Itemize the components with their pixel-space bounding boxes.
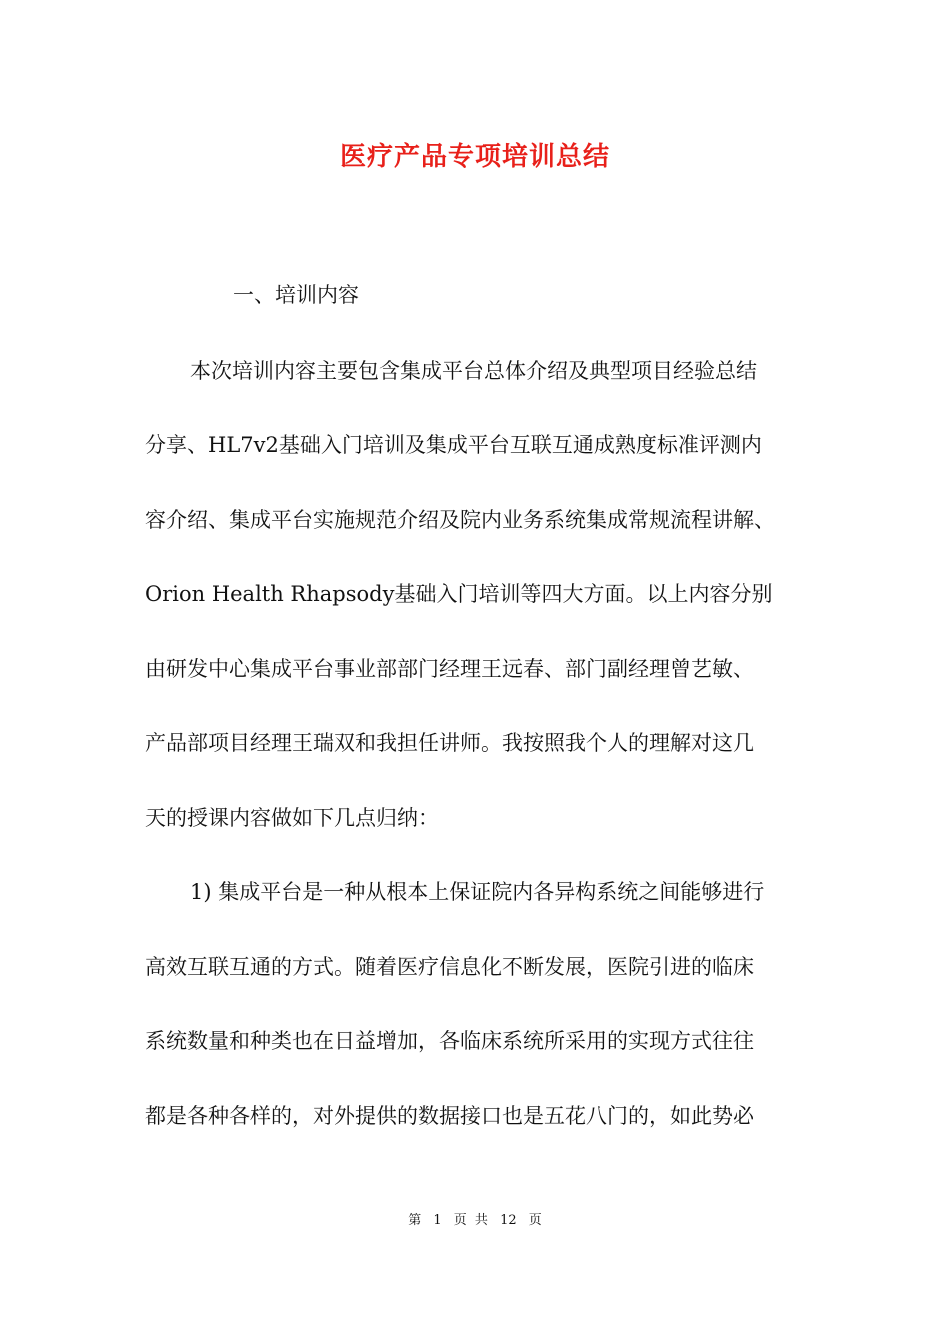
paragraph-line: 系统数量和种类也在日益增加，各临床系统所采用的实现方式往往 — [145, 1029, 754, 1053]
paragraph-line: 都是各种各样的，对外提供的数据接口也是五花八门的，如此势必 — [145, 1104, 754, 1128]
footer-prefix: 第 — [408, 1213, 422, 1228]
footer-page-number: 1 — [433, 1213, 442, 1228]
paragraph-line: 1) 集成平台是一种从根本上保证院内各异构系统之间能够进行 — [190, 880, 765, 904]
footer-total-pages: 12 — [500, 1213, 517, 1228]
paragraph-line: Orion Health Rhapsody基础入门培训等四大方面。以上内容分别 — [145, 582, 773, 606]
paragraph-line: 产品部项目经理王瑞双和我担任讲师。我按照我个人的理解对这几 — [145, 731, 754, 755]
footer-suffix: 页 — [528, 1213, 542, 1228]
paragraph-line: 容介绍、集成平台实施规范介绍及院内业务系统集成常规流程讲解、 — [145, 508, 775, 532]
page-footer — [0, 1209, 950, 1228]
paragraph-line: 高效互联互通的方式。随着医疗信息化不断发展，医院引进的临床 — [145, 955, 754, 979]
paragraph-line: 天的授课内容做如下几点归纳： — [145, 806, 439, 830]
section-heading: 一、培训内容 — [233, 283, 359, 307]
document-title: 医疗产品专项培训总结 — [339, 142, 610, 172]
paragraph-line: 本次培训内容主要包含集成平台总体介绍及典型项目经验总结 — [190, 359, 757, 383]
paragraph-line: 由研发中心集成平台事业部部门经理王远春、部门副经理曾艺敏、 — [145, 657, 754, 681]
paragraph-line: 分享、HL7v2基础入门培训及集成平台互联互通成熟度标准评测内 — [145, 433, 762, 457]
footer-middle: 页 共 — [453, 1213, 488, 1228]
